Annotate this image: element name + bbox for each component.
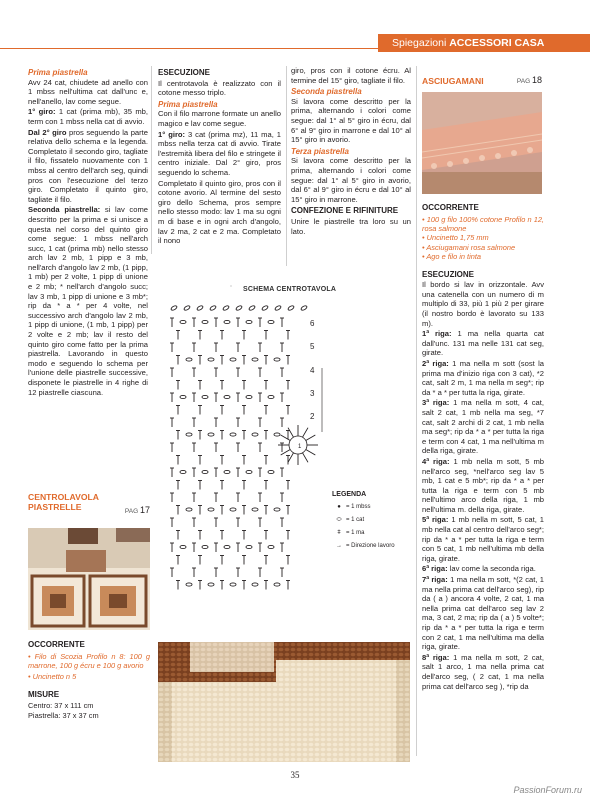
stitch-mark [303,453,309,463]
chain-mark [246,545,252,548]
occorrente-item: • Uncinetto n 5 [28,672,77,682]
col1-giro2: Dal 2° giro pros seguendo la parte relativa dello schema e la legenda. Completato il secondo giro, tagliate il filo, fissatelo nuovamente con 1 mbss al centro dell'arch seg, quindi pros con l'esecuzione del terzo giro. Completato il quinto giro, tagliate il filo. [28,127,148,204]
page-ref: PAG 17 [124,505,150,515]
chain-mark [252,358,258,361]
asc-row: 1ª riga: 1 ma nella quarta cat dall'unc. 131 ma nelle 131 cat seg, girate. [422,329,544,358]
chain-mark [268,320,274,323]
chain-mark [274,433,280,436]
stitch-mark [306,450,316,456]
chain-mark [248,305,255,311]
header-title: ACCESSORI CASA [449,37,545,49]
chain-mark [209,305,216,311]
chain-mark [246,320,252,323]
chain-mark [186,358,192,361]
occorrente-item: • Asciugamani rosa salmone [422,242,516,252]
stitch-grid [170,305,308,590]
row-number: 4 [310,366,315,375]
divider [416,66,417,756]
chain-mark [274,305,281,311]
chain-mark [202,470,208,473]
stitch-mark [288,453,294,463]
esecuzione-heading: ESECUZIONE [158,68,211,77]
legend-item: ⬭ = 1 cat [336,517,365,523]
asc-row: 8ª riga: 1 ma nella m sott, 2 cat, salt 1 arco, 1 ma nella prima cat dell'arco seg, ( 2 cat, 1 ma nella prima cat dell'arco seg ), *rip da [422,652,544,691]
chain-mark [287,305,294,311]
asc-row: 3ª riga: 1 ma nella m sott, 4 cat, salt 2 cat, 1 mb nella ma seg, *7 cat, salt 2 archi di 2 cat, 1 mb nella ma seg*; rip da * a * per tutta la riga e term con 4 cat, 1 ma nell'ultima m della riga, girate. [422,398,544,456]
chain-mark [224,320,230,323]
chain-mark [230,433,236,436]
page-header [0,34,590,54]
occorrente-item: • Filo di Scozia Profilo n 8: 100 g marrone, 100 g écru e 100 g avorio [28,651,150,670]
misure-item: Piastrella: 37 x 37 cm [28,710,99,720]
chain-mark [252,583,258,586]
legend-item: ● = 1 mbss [337,504,371,510]
occorrente-item: • Ago e filo in tinta [422,252,482,262]
divider [151,66,152,254]
col1-seconda: Seconda piastrella: si lav come descritto per la prima e si unisce a questa nel corso del quinto giro come segue: 1 mbss nell'arch succ, 1 cat (prima mb) nello stesso arch lav 2 mb, 1 pipp e 3 mb, nell'arch d'angolo lav 2 mb, (1 pipp, 1 mb) per 2 volte, 1 pipp di unione e 2 mb; * nell'arch d'angolo succ; lav 3 mb, 1 pipp di unione e 3 mb*; rip da * a * per 4 volte, nel successivo arch d'angolo lav 2 mb, 1 pipp di unione, (1 mb, 1 pipp) per 2 volte e 2 mb; lav il resto del quinto giro come fatto per la prima piastrella. Lavorando in questo modo e seguendo lo schema per l'unione delle piastrelle successive, disponete le piastrelle in 4 righe di 12 piastrelle ciascuna. [28,205,148,397]
confezione-heading: CONFEZIONE E RIFINITURE [291,206,399,216]
asc-row: 5ª riga: 1 mb nella m sott, 5 cat, 1 mb nella cat al centro dell'arco seg*; rip da * a * per tutta la riga e term con 5 cat, 1 mb nell'ultima mb della riga, girate. [422,515,544,563]
divider [286,66,287,266]
centrolavola-section [28,492,150,517]
center-number: 1 [298,444,302,450]
chain-mark [224,470,230,473]
chain-mark [230,508,236,511]
watermark: PassionForum.ru [513,785,582,795]
chain-mark [246,395,252,398]
asc-row: 4ª riga: 1 mb nella m sott, 5 mb nell'arco seg, *nell'arco seg lav 5 mb, 1 cat e 5 mb*; rip da * a * per tutta la riga e term con 5 mb nell'ultimo arco della riga, 1 mb nell'ultima m. della riga, girate. [422,456,544,514]
chain-mark [208,508,214,511]
header-rule [0,34,378,49]
row-number: 5 [310,342,315,351]
terza-piastrella-heading: Terza piastrella [291,146,349,156]
chain-mark [202,320,208,323]
page-number: 35 [290,770,300,780]
chain-mark [268,545,274,548]
asc-row: 2ª riga: 1 ma nella m sott (sost la prima ma d'inizio riga con 3 cat), *2 cat, salt 2 m, 1 ma nella m seg*; rip da * a * per tutta la riga, girate. [422,358,544,397]
stitch-mark [306,435,316,441]
chain-mark [230,583,236,586]
stitch-mark [303,428,309,438]
row-number: 6 [310,319,315,328]
schema-title: SCHEMA CENTROTAVOLA [243,286,337,293]
legend [332,488,395,553]
col3-seconda: Si lavora come descritto per la prima, alternando i colori come segue: dal 1° al 5° giro in écru, dal 6° al 9° giro in marrone e dal 10° al 15° giro in avorio. [291,96,411,145]
chain-mark [268,470,274,473]
chain-mark [252,508,258,511]
row-number: 2 [310,412,315,421]
chain-mark [246,470,252,473]
centrolavola-title: CENTROLAVOLA PIASTRELLE [28,492,99,512]
asc-row: 6ª riga: lav come la seconda riga. [422,564,536,574]
occorrente-heading: OCCORRENTE [28,640,85,649]
asc-esecuzione: Il bordo si lav in orizzontale. Avv una catenella con un numero di m multiplo di 33, più 1 più 2 per girare (il nostro bordo è lavorato su 133 m). [422,280,544,328]
asciugamani-details [422,200,544,692]
col1-intro: Avv 24 cat, chiudete ad anello con 1 mbss nell'ultima cat dall'unc e, nell'anello, lav come segue. [28,77,148,106]
chain-mark [235,305,242,311]
asc-row: 7ª riga: 1 ma nella m sott, *(2 cat, 1 ma nella prima cat dell'arco seg), rip da ( a ) ancora 4 volte, 2 cat, 1 ma nella prima cat dell'arco seg lav 2 ma, 3 cat, 2 ma; rip da ( a ) 5 volte*; rip da * a * per tutta la riga e term con 2 cat, 1 ma nell'ultima ma della riga, girate. [422,575,544,652]
col2-prima: Con il filo marrone formate un anello magico e lav come segue. [158,109,281,128]
chain-mark [274,583,280,586]
stitch-mark [288,428,294,438]
column-3 [291,66,411,237]
header-section: Spiegazioni [392,37,447,49]
col2-giro1: 1° giro: 3 cat (prima mz), 11 ma, 1 mbss nella terza cat di avvio. Tirate l'estremità libera del filo e stringete il centro iniziale. Dal 2° giro, pros seguendo lo schema. [158,129,281,177]
centrolavola-details [28,637,150,720]
chain-mark [208,433,214,436]
seconda-piastrella-heading: Seconda piastrella [291,87,362,97]
chain-mark [186,433,192,436]
chain-mark [230,358,236,361]
tile-photo [158,642,410,762]
col3-terza: Si lavora come descritto per la prima, alternando i colori come segue: dal 1° al 5° giro in avorio, dal 6° al 9° giro in écru e dal 10° al 15° giro in marrone. [291,156,411,204]
column-1 [28,66,148,398]
occorrente-item: • Uncinetto 1,75 mm [422,233,489,243]
chain-mark [170,305,177,311]
chain-mark [268,395,274,398]
chain-mark [208,358,214,361]
chain-mark [224,545,230,548]
misure-heading: MISURE [28,689,60,699]
stitch-mark [281,435,291,441]
centrolavola-photo [28,528,150,630]
chain-mark [300,305,307,311]
col3-confezione: Unire le piastrelle tra loro su un lato. [291,216,411,236]
chain-mark [180,395,186,398]
asciugamani-header [422,76,542,87]
chain-mark [222,305,229,311]
misure-item: Centro: 37 x 111 cm [28,701,94,711]
legend-item: → = Direzione lavoro [336,543,395,549]
row-number: 3 [310,389,315,398]
prima-piastrella-heading: Prima piastrella [28,68,88,77]
col1-giro1: 1° giro: 1 cat (prima mb), 35 mb, term con 1 mbss nella cat di avvio. [28,107,148,126]
chain-mark [252,433,258,436]
chain-mark [202,395,208,398]
chain-mark [202,545,208,548]
chain-mark [180,470,186,473]
col2-giro2: Completato il quinto giro, pros con il cotone avorio. Al termine del sesto giro dello Schema, pros sempre nello stesso modo: lav 1 ma su ogni m di base e in ogni arch d'angolo, lav 2 ma, 2 cat e 2 ma. Completato il nono [158,178,281,246]
chain-mark [274,358,280,361]
chain-mark [186,508,192,511]
page-ref: PAG 18 [516,75,542,85]
chain-mark [183,305,190,311]
chain-mark [196,305,203,311]
col3-cont: giro, pros con il cotone écru. Al termine del 15° giro, tagliate il filo. [291,66,411,85]
prima-piastrella-heading: Prima piastrella [158,99,218,109]
chain-mark [186,583,192,586]
chain-mark [274,508,280,511]
occorrente-heading: OCCORRENTE [422,203,479,212]
chain-mark [180,320,186,323]
occorrente-item: • 100 g filo 100% cotone Profilo n 12, rosa salmone [422,214,544,233]
asciugamani-photo [422,92,542,194]
col2-esecuzione: Il centrotavola è realizzato con il cotone messo triplo. [158,78,281,98]
chain-mark [224,395,230,398]
asciugamani-title: ASCIUGAMANI [422,76,484,86]
column-2 [158,66,281,247]
chain-mark [208,583,214,586]
legend-item: ǂ = 1 ma [337,530,365,536]
chain-mark [261,305,268,311]
header-bar [378,34,590,52]
legend-title: LEGENDA [332,491,367,498]
chain-mark [180,545,186,548]
esecuzione-heading: ESECUZIONE [422,269,475,279]
